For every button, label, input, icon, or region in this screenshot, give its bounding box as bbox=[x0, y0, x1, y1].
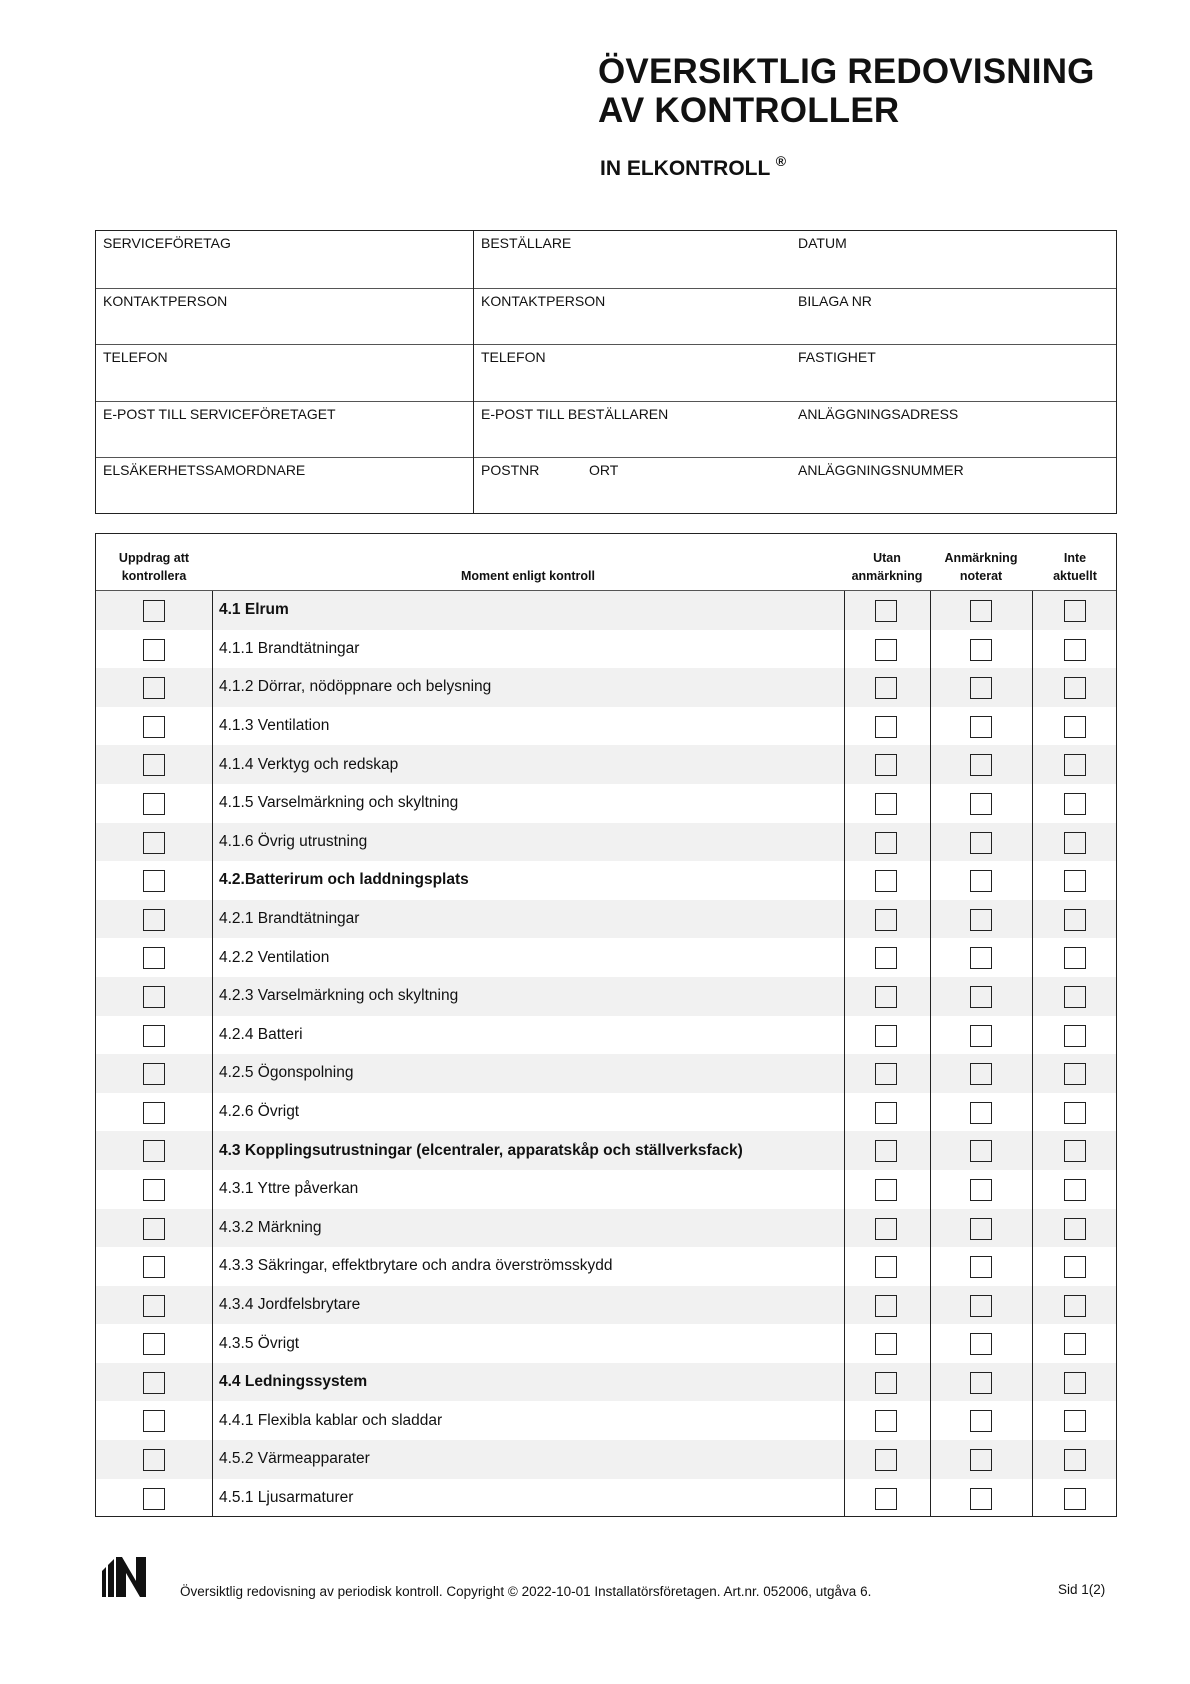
checklist-item-label: 4.1.2 Dörrar, nödöppnare och belysning bbox=[219, 678, 492, 696]
assign-checkbox[interactable] bbox=[143, 1333, 165, 1355]
remark-noted-checkbox[interactable] bbox=[970, 1372, 992, 1394]
checklist-item-label: 4.1.1 Brandtätningar bbox=[219, 639, 360, 657]
subtitle-text: IN ELKONTROLL bbox=[600, 157, 770, 180]
checklist-item-label: 4.3.2 Märkning bbox=[219, 1218, 322, 1236]
remark-noted-checkbox[interactable] bbox=[970, 793, 992, 815]
footer-copyright: Översiktlig redovisning av periodisk kontroll. Copyright © 2022-10-01 Installatörsföretagen. Art.nr. 052006, utgåva 6. bbox=[180, 1584, 872, 1599]
no-remark-checkbox[interactable] bbox=[875, 600, 897, 622]
no-remark-checkbox[interactable] bbox=[875, 639, 897, 661]
checklist-item-label: 4.1.5 Varselmärkning och skyltning bbox=[219, 794, 459, 812]
no-remark-checkbox[interactable] bbox=[875, 1410, 897, 1432]
checklist-item-label: 4.5.2 Värmeapparater bbox=[219, 1450, 370, 1468]
header-assign-line1: Uppdrag att bbox=[118, 551, 190, 565]
no-remark-checkbox[interactable] bbox=[875, 1256, 897, 1278]
remark-noted-checkbox[interactable] bbox=[970, 1449, 992, 1471]
remark-noted-checkbox[interactable] bbox=[970, 1295, 992, 1317]
remark-noted-checkbox[interactable] bbox=[970, 600, 992, 622]
remark-noted-checkbox[interactable] bbox=[970, 1179, 992, 1201]
checklist-item-label: 4.2.2 Ventilation bbox=[219, 948, 330, 966]
assign-checkbox[interactable] bbox=[143, 754, 165, 776]
header-assign-line2: kontrollera bbox=[121, 569, 187, 583]
no-remark-checkbox[interactable] bbox=[875, 716, 897, 738]
not-applicable-checkbox[interactable] bbox=[1064, 639, 1086, 661]
remark-noted-checkbox[interactable] bbox=[970, 716, 992, 738]
not-applicable-checkbox[interactable] bbox=[1064, 986, 1086, 1008]
no-remark-checkbox[interactable] bbox=[875, 1372, 897, 1394]
checklist-item-label: 4.2.6 Övrigt bbox=[219, 1103, 300, 1121]
info-field-right[interactable]: ANLÄGGNINGSADRESS bbox=[798, 405, 959, 422]
info-row bbox=[96, 231, 1116, 288]
checklist-row bbox=[96, 745, 1116, 784]
no-remark-checkbox[interactable] bbox=[875, 793, 897, 815]
not-applicable-checkbox[interactable] bbox=[1064, 1140, 1086, 1162]
checklist-row bbox=[96, 938, 1116, 977]
no-remark-checkbox[interactable] bbox=[875, 832, 897, 854]
info-field-middle[interactable]: POSTNR bbox=[481, 462, 540, 479]
assign-checkbox[interactable] bbox=[143, 909, 165, 931]
info-row bbox=[96, 457, 1116, 514]
not-applicable-checkbox[interactable] bbox=[1064, 1410, 1086, 1432]
checklist-item-label: 4.3.3 Säkringar, effektbrytare och andra överströmsskydd bbox=[219, 1257, 613, 1275]
title-line-2: AV KONTROLLER bbox=[598, 91, 900, 130]
assign-checkbox[interactable] bbox=[143, 986, 165, 1008]
no-remark-checkbox[interactable] bbox=[875, 1102, 897, 1124]
assign-checkbox[interactable] bbox=[143, 1295, 165, 1317]
checklist-row bbox=[96, 1286, 1116, 1325]
title-line-1: ÖVERSIKTLIG REDOVISNING bbox=[598, 52, 1095, 91]
remark-noted-checkbox[interactable] bbox=[970, 832, 992, 854]
header-na-line1: Inte bbox=[1063, 551, 1087, 565]
remark-noted-checkbox[interactable] bbox=[970, 1102, 992, 1124]
document-subtitle bbox=[600, 153, 787, 181]
checklist-item-label: 4.4 Ledningssystem bbox=[219, 1373, 368, 1391]
info-field-left[interactable]: KONTAKTPERSON bbox=[103, 292, 228, 309]
info-field-right[interactable]: BILAGA NR bbox=[798, 292, 872, 309]
remark-noted-checkbox[interactable] bbox=[970, 1256, 992, 1278]
checklist-row bbox=[96, 668, 1116, 707]
not-applicable-checkbox[interactable] bbox=[1064, 832, 1086, 854]
header-not-applicable bbox=[1032, 549, 1118, 585]
not-applicable-checkbox[interactable] bbox=[1064, 1333, 1086, 1355]
column-divider bbox=[212, 591, 213, 1516]
checklist-row bbox=[96, 1054, 1116, 1093]
info-field-middle[interactable]: BESTÄLLARE bbox=[481, 235, 572, 251]
checklist-row bbox=[96, 707, 1116, 746]
assign-checkbox[interactable] bbox=[143, 1140, 165, 1162]
info-field-right[interactable]: DATUM bbox=[798, 235, 847, 251]
remark-noted-checkbox[interactable] bbox=[970, 1410, 992, 1432]
not-applicable-checkbox[interactable] bbox=[1064, 793, 1086, 815]
info-row bbox=[96, 401, 1116, 458]
assign-checkbox[interactable] bbox=[143, 1449, 165, 1471]
checklist-row bbox=[96, 1479, 1116, 1518]
assign-checkbox[interactable] bbox=[143, 1256, 165, 1278]
checklist-rows bbox=[96, 591, 1116, 1517]
checklist-item-label: 4.2.1 Brandtätningar bbox=[219, 910, 360, 928]
no-remark-checkbox[interactable] bbox=[875, 1333, 897, 1355]
no-remark-checkbox[interactable] bbox=[875, 754, 897, 776]
header-ok-line1: Utan bbox=[873, 551, 901, 565]
remark-noted-checkbox[interactable] bbox=[970, 1333, 992, 1355]
no-remark-checkbox[interactable] bbox=[875, 986, 897, 1008]
info-field-left[interactable]: SERVICEFÖRETAG bbox=[103, 235, 231, 251]
header-remark-noted bbox=[930, 549, 1032, 585]
remark-noted-checkbox[interactable] bbox=[970, 1140, 992, 1162]
not-applicable-checkbox[interactable] bbox=[1064, 1488, 1086, 1510]
no-remark-checkbox[interactable] bbox=[875, 1025, 897, 1047]
checklist-item-label: 4.1.3 Ventilation bbox=[219, 717, 330, 735]
checklist-row bbox=[96, 1131, 1116, 1170]
checklist-item-label: 4.3.1 Yttre påverkan bbox=[219, 1180, 359, 1198]
not-applicable-checkbox[interactable] bbox=[1064, 1372, 1086, 1394]
checklist-row bbox=[96, 591, 1116, 630]
assign-checkbox[interactable] bbox=[143, 716, 165, 738]
assign-checkbox[interactable] bbox=[143, 677, 165, 699]
document-title bbox=[598, 52, 1095, 130]
not-applicable-checkbox[interactable] bbox=[1064, 909, 1086, 931]
remark-noted-checkbox[interactable] bbox=[970, 677, 992, 699]
no-remark-checkbox[interactable] bbox=[875, 909, 897, 931]
checklist-row bbox=[96, 1440, 1116, 1479]
no-remark-checkbox[interactable] bbox=[875, 1449, 897, 1471]
checklist-row bbox=[96, 977, 1116, 1016]
header-na-line2: aktuellt bbox=[1053, 569, 1097, 583]
checklist-row bbox=[96, 1247, 1116, 1286]
checklist-item-label: 4.3.4 Jordfelsbrytare bbox=[219, 1295, 361, 1313]
assign-checkbox[interactable] bbox=[143, 1372, 165, 1394]
remark-noted-checkbox[interactable] bbox=[970, 909, 992, 931]
not-applicable-checkbox[interactable] bbox=[1064, 1256, 1086, 1278]
remark-noted-checkbox[interactable] bbox=[970, 870, 992, 892]
assign-checkbox[interactable] bbox=[143, 1410, 165, 1432]
checklist-row bbox=[96, 784, 1116, 823]
not-applicable-checkbox[interactable] bbox=[1064, 1025, 1086, 1047]
checklist-row bbox=[96, 630, 1116, 669]
column-divider bbox=[1032, 591, 1033, 1516]
assign-checkbox[interactable] bbox=[143, 1102, 165, 1124]
remark-noted-checkbox[interactable] bbox=[970, 1063, 992, 1085]
assign-checkbox[interactable] bbox=[143, 793, 165, 815]
info-field-left[interactable]: E-POST TILL SERVICEFÖRETAGET bbox=[103, 405, 336, 422]
column-divider bbox=[844, 591, 845, 1516]
checklist-item-label: 4.3 Kopplingsutrustningar (elcentraler, apparatskåp och ställverksfack) bbox=[219, 1141, 743, 1159]
info-field-middle[interactable]: TELEFON bbox=[481, 349, 546, 366]
not-applicable-checkbox[interactable] bbox=[1064, 1449, 1086, 1471]
remark-noted-checkbox[interactable] bbox=[970, 639, 992, 661]
remark-noted-checkbox[interactable] bbox=[970, 754, 992, 776]
not-applicable-checkbox[interactable] bbox=[1064, 947, 1086, 969]
checklist-item-label: 4.2.4 Batteri bbox=[219, 1025, 303, 1043]
not-applicable-checkbox[interactable] bbox=[1064, 754, 1086, 776]
remark-noted-checkbox[interactable] bbox=[970, 1218, 992, 1240]
assign-checkbox[interactable] bbox=[143, 1218, 165, 1240]
header-remark-line1: Anmärkning bbox=[944, 551, 1018, 565]
remark-noted-checkbox[interactable] bbox=[970, 947, 992, 969]
no-remark-checkbox[interactable] bbox=[875, 1218, 897, 1240]
checklist-row bbox=[96, 1324, 1116, 1363]
assign-checkbox[interactable] bbox=[143, 1025, 165, 1047]
info-field-right[interactable]: FASTIGHET bbox=[798, 349, 876, 366]
not-applicable-checkbox[interactable] bbox=[1064, 1102, 1086, 1124]
info-field-middle-extra[interactable]: ORT bbox=[589, 462, 619, 479]
checklist-table bbox=[95, 533, 1117, 1517]
assign-checkbox[interactable] bbox=[143, 600, 165, 622]
info-field-right[interactable]: ANLÄGGNINGSNUMMER bbox=[798, 462, 964, 479]
not-applicable-checkbox[interactable] bbox=[1064, 1063, 1086, 1085]
remark-noted-checkbox[interactable] bbox=[970, 1025, 992, 1047]
header-without-remark bbox=[844, 549, 930, 585]
no-remark-checkbox[interactable] bbox=[875, 1063, 897, 1085]
info-row bbox=[96, 288, 1116, 345]
checklist-item-label: 4.5.1 Ljusarmaturer bbox=[219, 1488, 354, 1506]
not-applicable-checkbox[interactable] bbox=[1064, 1295, 1086, 1317]
info-field-middle[interactable]: KONTAKTPERSON bbox=[481, 292, 606, 309]
checklist-row bbox=[96, 823, 1116, 862]
info-row bbox=[96, 344, 1116, 401]
checklist-row bbox=[96, 1209, 1116, 1248]
info-column-divider bbox=[473, 231, 474, 513]
installatorsforetagen-logo-icon bbox=[102, 1557, 147, 1597]
no-remark-checkbox[interactable] bbox=[875, 1295, 897, 1317]
remark-noted-checkbox[interactable] bbox=[970, 1488, 992, 1510]
checklist-header bbox=[96, 534, 1116, 591]
header-moment: Moment enligt kontroll bbox=[460, 569, 596, 583]
checklist-row bbox=[96, 1093, 1116, 1132]
header-ok-line2: anmärkning bbox=[851, 569, 923, 583]
no-remark-checkbox[interactable] bbox=[875, 947, 897, 969]
assign-checkbox[interactable] bbox=[143, 870, 165, 892]
not-applicable-checkbox[interactable] bbox=[1064, 1179, 1086, 1201]
remark-noted-checkbox[interactable] bbox=[970, 986, 992, 1008]
info-field-left[interactable]: TELEFON bbox=[103, 349, 168, 366]
checklist-row bbox=[96, 1363, 1116, 1402]
not-applicable-checkbox[interactable] bbox=[1064, 677, 1086, 699]
checklist-item-label: 4.2.Batterirum och laddningsplats bbox=[219, 871, 469, 889]
checklist-row bbox=[96, 861, 1116, 900]
assign-checkbox[interactable] bbox=[143, 1488, 165, 1510]
assign-checkbox[interactable] bbox=[143, 832, 165, 854]
checklist-row bbox=[96, 1401, 1116, 1440]
checklist-item-label: 4.2.5 Ögonspolning bbox=[219, 1064, 354, 1082]
no-remark-checkbox[interactable] bbox=[875, 1179, 897, 1201]
checklist-row bbox=[96, 1016, 1116, 1055]
checklist-item-label: 4.1.6 Övrig utrustning bbox=[219, 832, 368, 850]
info-field-left[interactable]: ELSÄKERHETSSAMORDNARE bbox=[103, 462, 306, 479]
no-remark-checkbox[interactable] bbox=[875, 1488, 897, 1510]
not-applicable-checkbox[interactable] bbox=[1064, 600, 1086, 622]
assign-checkbox[interactable] bbox=[143, 1179, 165, 1201]
info-field-middle[interactable]: E-POST TILL BESTÄLLAREN bbox=[481, 405, 669, 422]
checklist-item-label: 4.1.4 Verktyg och redskap bbox=[219, 755, 399, 773]
assign-checkbox[interactable] bbox=[143, 639, 165, 661]
not-applicable-checkbox[interactable] bbox=[1064, 716, 1086, 738]
not-applicable-checkbox[interactable] bbox=[1064, 870, 1086, 892]
checklist-item-label: 4.2.3 Varselmärkning och skyltning bbox=[219, 987, 459, 1005]
column-divider bbox=[930, 591, 931, 1516]
no-remark-checkbox[interactable] bbox=[875, 1140, 897, 1162]
assign-checkbox[interactable] bbox=[143, 1063, 165, 1085]
header-assign bbox=[96, 549, 212, 585]
no-remark-checkbox[interactable] bbox=[875, 677, 897, 699]
checklist-item-label: 4.4.1 Flexibla kablar och sladdar bbox=[219, 1411, 443, 1429]
info-table bbox=[95, 230, 1117, 514]
checklist-row bbox=[96, 900, 1116, 939]
checklist-item-label: 4.3.5 Övrigt bbox=[219, 1334, 300, 1352]
checklist-item-label: 4.1 Elrum bbox=[219, 601, 289, 619]
header-remark-line2: noterat bbox=[959, 569, 1003, 583]
registered-mark: ® bbox=[775, 153, 787, 169]
page-number: Sid 1(2) bbox=[1058, 1582, 1106, 1597]
checklist-row bbox=[96, 1170, 1116, 1209]
not-applicable-checkbox[interactable] bbox=[1064, 1218, 1086, 1240]
no-remark-checkbox[interactable] bbox=[875, 870, 897, 892]
assign-checkbox[interactable] bbox=[143, 947, 165, 969]
